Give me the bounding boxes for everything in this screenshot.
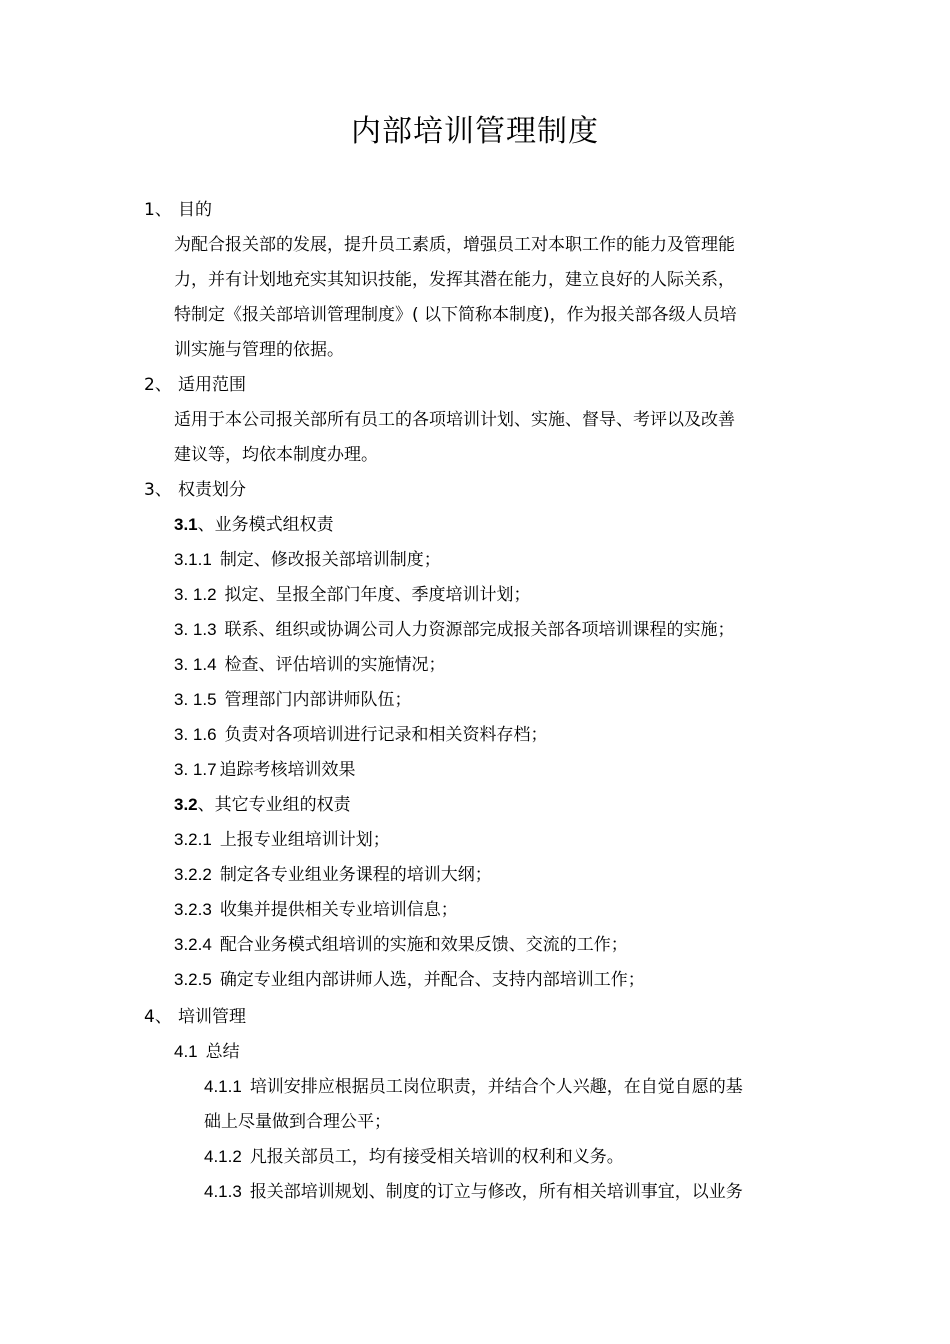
- list-item-continuation: 础上尽量做到合理公平；: [204, 1112, 391, 1132]
- subsection-title: 、其它专业组的权责: [197, 795, 351, 815]
- item-number: 3. 1.2: [174, 585, 217, 604]
- item-text: 制定、修改报关部培训制度；: [219, 550, 441, 570]
- list-item: [174, 653, 446, 677]
- list-item: [174, 548, 441, 572]
- list-item: [174, 828, 390, 852]
- item-number: 3.2.5: [174, 970, 212, 989]
- section-number: 1、: [144, 200, 172, 220]
- section-title: 权责划分: [178, 480, 246, 500]
- list-item: [174, 688, 412, 712]
- paragraph-line: 为配合报关部的发展，提升员工素质，增强员工对本职工作的能力及管理能: [174, 235, 735, 255]
- item-number: 3.2.2: [174, 865, 212, 884]
- item-text: 配合业务模式组培训的实施和效果反馈、交流的工作；: [219, 935, 628, 955]
- list-item: [174, 758, 356, 782]
- list-item: [174, 933, 628, 957]
- item-number: 3.1.1: [174, 550, 212, 569]
- item-text: 上报专业组培训计划；: [219, 830, 390, 850]
- section-title: 目的: [178, 200, 212, 220]
- list-item: [174, 618, 735, 642]
- paragraph-line: 训实施与管理的依据。: [174, 340, 344, 360]
- item-text: 确定专业组内部讲师人选，并配合、支持内部培训工作；: [219, 970, 645, 990]
- list-item: [174, 723, 548, 747]
- item-number: 3.2.1: [174, 830, 212, 849]
- list-item: [174, 898, 458, 922]
- subsection-title: 、业务模式组权责: [197, 515, 334, 535]
- item-text: 收集并提供相关专业培训信息；: [219, 900, 458, 920]
- section-1-heading: [144, 198, 212, 222]
- item-number: 3. 1.6: [174, 725, 217, 744]
- subsection-number: 4.1: [174, 1042, 198, 1061]
- section-title: 适用范围: [178, 375, 246, 395]
- list-item: [204, 1180, 743, 1204]
- subsection-3-2-heading: [174, 793, 351, 817]
- paragraph-line: 力，并有计划地充实其知识技能，发挥其潜在能力，建立良好的人际关系，: [174, 270, 735, 290]
- item-number: 3.2.4: [174, 935, 212, 954]
- item-text: 联系、组织或协调公司人力资源部完成报关部各项培训课程的实施；: [224, 620, 735, 640]
- paragraph-line: 特制定《报关部培训管理制度》( 以下简称本制度)，作为报关部各级人员培: [174, 305, 737, 325]
- section-number: 2、: [144, 375, 172, 395]
- item-text: 培训安排应根据员工岗位职责，并结合个人兴趣，在自觉自愿的基: [249, 1077, 743, 1097]
- item-number: 3. 1.7: [174, 760, 217, 779]
- section-2-heading: [144, 373, 246, 397]
- item-text: 追踪考核培训效果: [219, 760, 356, 780]
- item-text: 制定各专业组业务课程的培训大纲；: [219, 865, 492, 885]
- subsection-title: 总结: [205, 1042, 240, 1062]
- list-item: [174, 583, 531, 607]
- list-item: [174, 968, 645, 992]
- document-title: 内部培训管理制度: [351, 114, 599, 149]
- item-number: 4.1.2: [204, 1147, 242, 1166]
- item-number: 3.2.3: [174, 900, 212, 919]
- item-text: 检查、评估培训的实施情况；: [224, 655, 446, 675]
- item-text: 凡报关部员工，均有接受相关培训的权利和义务。: [249, 1147, 624, 1167]
- subsection-number: 3.2: [174, 795, 198, 814]
- list-item: [204, 1145, 624, 1169]
- subsection-4-1-heading: [174, 1040, 240, 1064]
- section-number: 3、: [144, 480, 172, 500]
- item-number: 4.1.3: [204, 1182, 242, 1201]
- item-number: 4.1.1: [204, 1077, 242, 1096]
- section-number: 4、: [144, 1007, 172, 1027]
- section-title: 培训管理: [178, 1007, 246, 1027]
- item-number: 3. 1.4: [174, 655, 217, 674]
- section-3-heading: [144, 478, 246, 502]
- paragraph-line: 适用于本公司报关部所有员工的各项培训计划、实施、督导、考评以及改善: [174, 410, 735, 430]
- item-number: 3. 1.5: [174, 690, 217, 709]
- list-item: [174, 863, 492, 887]
- item-text: 管理部门内部讲师队伍；: [224, 690, 412, 710]
- subsection-number: 3.1: [174, 515, 198, 534]
- item-text: 负责对各项培训进行记录和相关资料存档；: [224, 725, 548, 745]
- subsection-3-1-heading: [174, 513, 334, 537]
- item-text: 报关部培训规划、制度的订立与修改，所有相关培训事宜，以业务: [249, 1182, 743, 1202]
- section-4-heading: [144, 1005, 246, 1029]
- item-number: 3. 1.3: [174, 620, 217, 639]
- paragraph-line: 建议等，均依本制度办理。: [174, 445, 378, 465]
- item-text: 拟定、呈报全部门年度、季度培训计划；: [224, 585, 531, 605]
- list-item: [204, 1075, 743, 1099]
